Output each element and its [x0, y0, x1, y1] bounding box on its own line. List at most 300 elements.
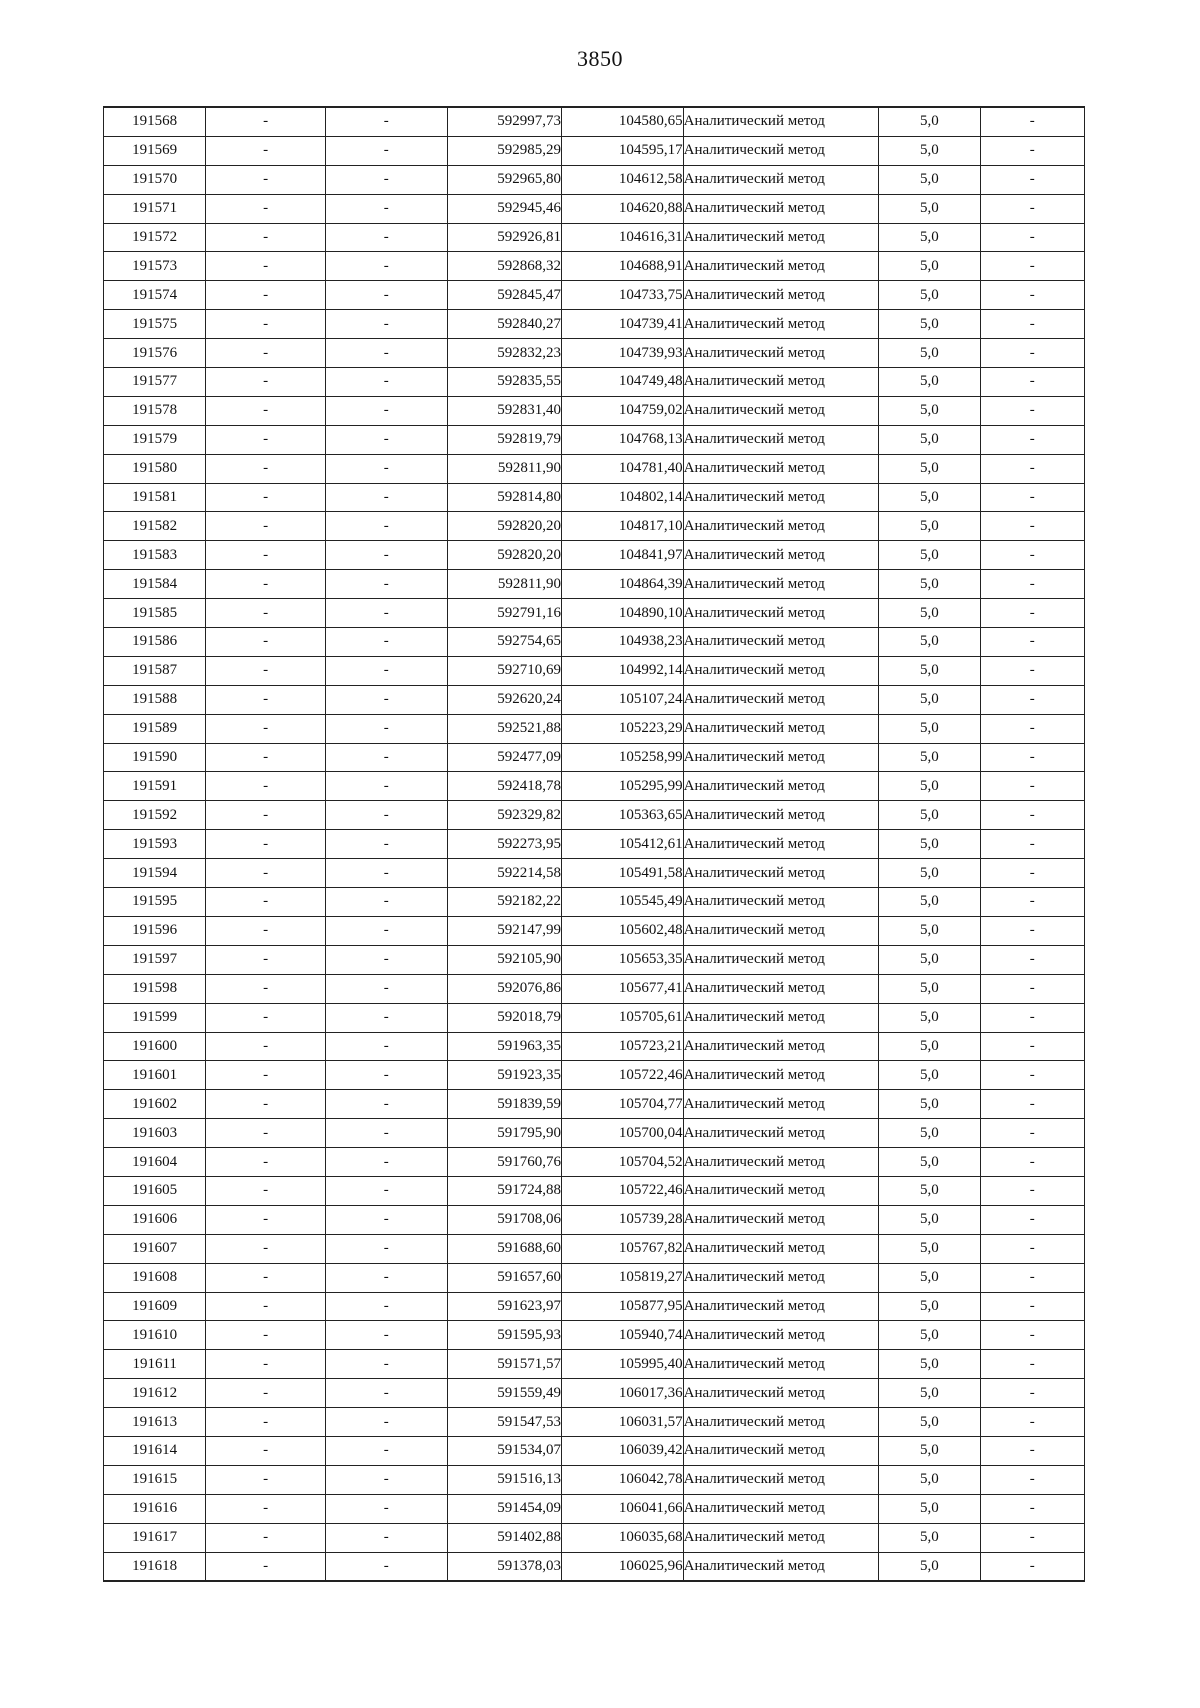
coordinate-x-cell: 592868,32: [447, 252, 562, 281]
point-number-cell: 191605: [104, 1176, 206, 1205]
coordinate-x-cell: 592840,27: [447, 310, 562, 339]
accuracy-cell: 5,0: [879, 512, 980, 541]
accuracy-cell: 5,0: [879, 1061, 980, 1090]
coordinate-y-cell: 105722,46: [562, 1061, 684, 1090]
coordinate-y-cell: 106017,36: [562, 1379, 684, 1408]
point-number-cell: 191592: [104, 801, 206, 830]
empty-value-cell: -: [980, 252, 1084, 281]
empty-value-cell: -: [206, 252, 326, 281]
table-row: [104, 1523, 1085, 1552]
empty-value-cell: -: [325, 1148, 447, 1177]
point-number-cell: 191590: [104, 743, 206, 772]
empty-value-cell: -: [206, 1234, 326, 1263]
coordinate-x-cell: 592819,79: [447, 425, 562, 454]
empty-value-cell: -: [206, 974, 326, 1003]
coordinate-x-cell: 592832,23: [447, 339, 562, 368]
empty-value-cell: -: [325, 1205, 447, 1234]
point-number-cell: 191589: [104, 714, 206, 743]
point-number-cell: 191578: [104, 396, 206, 425]
empty-value-cell: -: [325, 945, 447, 974]
empty-value-cell: -: [325, 396, 447, 425]
point-number-cell: 191587: [104, 656, 206, 685]
accuracy-cell: 5,0: [879, 368, 980, 397]
method-cell: Аналитический метод: [683, 1436, 879, 1465]
coordinate-x-cell: 591688,60: [447, 1234, 562, 1263]
empty-value-cell: -: [980, 1350, 1084, 1379]
coordinate-x-cell: 592814,80: [447, 483, 562, 512]
table-row: [104, 1408, 1085, 1437]
empty-value-cell: -: [325, 1176, 447, 1205]
empty-value-cell: -: [325, 628, 447, 657]
empty-value-cell: -: [980, 1321, 1084, 1350]
method-cell: Аналитический метод: [683, 1379, 879, 1408]
empty-value-cell: -: [206, 194, 326, 223]
point-number-cell: 191607: [104, 1234, 206, 1263]
empty-value-cell: -: [325, 1552, 447, 1581]
table-row: [104, 916, 1085, 945]
table-row: [104, 107, 1085, 136]
point-number-cell: 191618: [104, 1552, 206, 1581]
empty-value-cell: -: [206, 1436, 326, 1465]
coordinate-y-cell: 104739,41: [562, 310, 684, 339]
empty-value-cell: -: [325, 541, 447, 570]
accuracy-cell: 5,0: [879, 599, 980, 628]
coordinate-y-cell: 105940,74: [562, 1321, 684, 1350]
empty-value-cell: -: [206, 1003, 326, 1032]
method-cell: Аналитический метод: [683, 368, 879, 397]
table-row: [104, 1350, 1085, 1379]
point-number-cell: 191577: [104, 368, 206, 397]
point-number-cell: 191602: [104, 1090, 206, 1119]
page-number: 3850: [577, 46, 623, 71]
empty-value-cell: -: [325, 772, 447, 801]
empty-value-cell: -: [206, 1148, 326, 1177]
point-number-cell: 191574: [104, 281, 206, 310]
table-row: [104, 859, 1085, 888]
accuracy-cell: 5,0: [879, 483, 980, 512]
empty-value-cell: -: [980, 1379, 1084, 1408]
method-cell: Аналитический метод: [683, 916, 879, 945]
method-cell: Аналитический метод: [683, 165, 879, 194]
empty-value-cell: -: [325, 714, 447, 743]
coordinate-x-cell: 592477,09: [447, 743, 562, 772]
coordinate-y-cell: 105704,77: [562, 1090, 684, 1119]
empty-value-cell: -: [206, 1292, 326, 1321]
method-cell: Аналитический метод: [683, 1465, 879, 1494]
coordinate-y-cell: 104992,14: [562, 656, 684, 685]
point-number-cell: 191609: [104, 1292, 206, 1321]
method-cell: Аналитический метод: [683, 945, 879, 974]
empty-value-cell: -: [206, 628, 326, 657]
coordinate-y-cell: 105412,61: [562, 830, 684, 859]
coordinate-y-cell: 105722,46: [562, 1176, 684, 1205]
coordinate-y-cell: 104864,39: [562, 570, 684, 599]
empty-value-cell: -: [980, 714, 1084, 743]
accuracy-cell: 5,0: [879, 223, 980, 252]
empty-value-cell: -: [325, 1061, 447, 1090]
table-row: [104, 1552, 1085, 1581]
table-row: [104, 974, 1085, 1003]
coordinate-y-cell: 104620,88: [562, 194, 684, 223]
table-row: [104, 1321, 1085, 1350]
accuracy-cell: 5,0: [879, 1176, 980, 1205]
accuracy-cell: 5,0: [879, 1003, 980, 1032]
table-row: [104, 685, 1085, 714]
empty-value-cell: -: [325, 1263, 447, 1292]
empty-value-cell: -: [980, 396, 1084, 425]
empty-value-cell: -: [206, 396, 326, 425]
method-cell: Аналитический метод: [683, 1292, 879, 1321]
table-row: [104, 1234, 1085, 1263]
coordinate-y-cell: 106025,96: [562, 1552, 684, 1581]
point-number-cell: 191580: [104, 454, 206, 483]
accuracy-cell: 5,0: [879, 685, 980, 714]
empty-value-cell: -: [980, 281, 1084, 310]
empty-value-cell: -: [206, 1350, 326, 1379]
point-number-cell: 191581: [104, 483, 206, 512]
empty-value-cell: -: [980, 888, 1084, 917]
table-row: [104, 888, 1085, 917]
accuracy-cell: 5,0: [879, 1552, 980, 1581]
accuracy-cell: 5,0: [879, 165, 980, 194]
coordinate-x-cell: 592620,24: [447, 685, 562, 714]
point-number-cell: 191615: [104, 1465, 206, 1494]
method-cell: Аналитический метод: [683, 483, 879, 512]
method-cell: Аналитический метод: [683, 512, 879, 541]
accuracy-cell: 5,0: [879, 1292, 980, 1321]
coordinate-x-cell: 591724,88: [447, 1176, 562, 1205]
coordinate-x-cell: 591547,53: [447, 1408, 562, 1437]
empty-value-cell: -: [980, 1119, 1084, 1148]
coordinate-x-cell: 592997,73: [447, 107, 562, 136]
empty-value-cell: -: [980, 1148, 1084, 1177]
coordinate-x-cell: 591839,59: [447, 1090, 562, 1119]
method-cell: Аналитический метод: [683, 628, 879, 657]
method-cell: Аналитический метод: [683, 1494, 879, 1523]
empty-value-cell: -: [980, 628, 1084, 657]
empty-value-cell: -: [325, 1465, 447, 1494]
table-row: [104, 396, 1085, 425]
empty-value-cell: -: [206, 1061, 326, 1090]
table-row: [104, 1061, 1085, 1090]
method-cell: Аналитический метод: [683, 1523, 879, 1552]
empty-value-cell: -: [980, 1465, 1084, 1494]
point-number-cell: 191597: [104, 945, 206, 974]
table-body: [104, 107, 1085, 1581]
empty-value-cell: -: [325, 888, 447, 917]
method-cell: Аналитический метод: [683, 1263, 879, 1292]
coordinate-y-cell: 104739,93: [562, 339, 684, 368]
empty-value-cell: -: [206, 1552, 326, 1581]
method-cell: Аналитический метод: [683, 743, 879, 772]
coordinate-y-cell: 104580,65: [562, 107, 684, 136]
coordinate-y-cell: 104768,13: [562, 425, 684, 454]
empty-value-cell: -: [325, 685, 447, 714]
method-cell: Аналитический метод: [683, 1350, 879, 1379]
coordinate-x-cell: 591571,57: [447, 1350, 562, 1379]
table-row: [104, 223, 1085, 252]
empty-value-cell: -: [980, 165, 1084, 194]
method-cell: Аналитический метод: [683, 1003, 879, 1032]
point-number-cell: 191599: [104, 1003, 206, 1032]
table-row: [104, 1205, 1085, 1234]
empty-value-cell: -: [980, 223, 1084, 252]
table-row: [104, 1003, 1085, 1032]
table-row: [104, 512, 1085, 541]
table-row: [104, 801, 1085, 830]
empty-value-cell: -: [325, 339, 447, 368]
accuracy-cell: 5,0: [879, 1350, 980, 1379]
empty-value-cell: -: [325, 107, 447, 136]
empty-value-cell: -: [980, 425, 1084, 454]
coordinate-y-cell: 105705,61: [562, 1003, 684, 1032]
coordinate-y-cell: 105491,58: [562, 859, 684, 888]
coordinate-y-cell: 104612,58: [562, 165, 684, 194]
table-row: [104, 1465, 1085, 1494]
coordinate-x-cell: 591708,06: [447, 1205, 562, 1234]
empty-value-cell: -: [980, 801, 1084, 830]
empty-value-cell: -: [980, 1176, 1084, 1205]
empty-value-cell: -: [980, 1003, 1084, 1032]
point-number-cell: 191596: [104, 916, 206, 945]
point-number-cell: 191604: [104, 1148, 206, 1177]
table-row: [104, 483, 1085, 512]
accuracy-cell: 5,0: [879, 252, 980, 281]
empty-value-cell: -: [980, 194, 1084, 223]
empty-value-cell: -: [206, 570, 326, 599]
table-row: [104, 714, 1085, 743]
coordinate-y-cell: 106035,68: [562, 1523, 684, 1552]
coordinate-x-cell: 591595,93: [447, 1321, 562, 1350]
empty-value-cell: -: [325, 1408, 447, 1437]
point-number-cell: 191584: [104, 570, 206, 599]
coordinate-x-cell: 592945,46: [447, 194, 562, 223]
accuracy-cell: 5,0: [879, 1148, 980, 1177]
coordinate-y-cell: 104841,97: [562, 541, 684, 570]
coordinate-y-cell: 105700,04: [562, 1119, 684, 1148]
method-cell: Аналитический метод: [683, 656, 879, 685]
empty-value-cell: -: [980, 656, 1084, 685]
empty-value-cell: -: [325, 743, 447, 772]
accuracy-cell: 5,0: [879, 1494, 980, 1523]
coordinate-y-cell: 105223,29: [562, 714, 684, 743]
table-row: [104, 454, 1085, 483]
coordinate-x-cell: 592926,81: [447, 223, 562, 252]
coordinate-y-cell: 106041,66: [562, 1494, 684, 1523]
empty-value-cell: -: [206, 830, 326, 859]
method-cell: Аналитический метод: [683, 974, 879, 1003]
coordinates-table: [103, 106, 1085, 1582]
method-cell: Аналитический метод: [683, 1090, 879, 1119]
table-row: [104, 1119, 1085, 1148]
point-number-cell: 191586: [104, 628, 206, 657]
method-cell: Аналитический метод: [683, 136, 879, 165]
method-cell: Аналитический метод: [683, 1148, 879, 1177]
coordinate-y-cell: 105258,99: [562, 743, 684, 772]
accuracy-cell: 5,0: [879, 1523, 980, 1552]
accuracy-cell: 5,0: [879, 454, 980, 483]
method-cell: Аналитический метод: [683, 1321, 879, 1350]
empty-value-cell: -: [325, 512, 447, 541]
empty-value-cell: -: [206, 339, 326, 368]
point-number-cell: 191614: [104, 1436, 206, 1465]
accuracy-cell: 5,0: [879, 1379, 980, 1408]
accuracy-cell: 5,0: [879, 1205, 980, 1234]
empty-value-cell: -: [206, 916, 326, 945]
method-cell: Аналитический метод: [683, 194, 879, 223]
method-cell: Аналитический метод: [683, 281, 879, 310]
coordinate-y-cell: 105877,95: [562, 1292, 684, 1321]
empty-value-cell: -: [980, 339, 1084, 368]
point-number-cell: 191617: [104, 1523, 206, 1552]
coordinate-y-cell: 104688,91: [562, 252, 684, 281]
empty-value-cell: -: [206, 1523, 326, 1552]
table-row: [104, 743, 1085, 772]
coordinate-y-cell: 105295,99: [562, 772, 684, 801]
coordinate-y-cell: 105723,21: [562, 1032, 684, 1061]
empty-value-cell: -: [325, 599, 447, 628]
empty-value-cell: -: [325, 656, 447, 685]
point-number-cell: 191569: [104, 136, 206, 165]
table-row: [104, 1090, 1085, 1119]
coordinate-x-cell: 591378,03: [447, 1552, 562, 1581]
empty-value-cell: -: [325, 165, 447, 194]
accuracy-cell: 5,0: [879, 1436, 980, 1465]
empty-value-cell: -: [325, 223, 447, 252]
table-row: [104, 165, 1085, 194]
method-cell: Аналитический метод: [683, 859, 879, 888]
coordinate-y-cell: 105739,28: [562, 1205, 684, 1234]
coordinate-y-cell: 105602,48: [562, 916, 684, 945]
empty-value-cell: -: [206, 1090, 326, 1119]
coordinate-x-cell: 591402,88: [447, 1523, 562, 1552]
accuracy-cell: 5,0: [879, 425, 980, 454]
empty-value-cell: -: [206, 685, 326, 714]
empty-value-cell: -: [206, 512, 326, 541]
point-number-cell: 191585: [104, 599, 206, 628]
accuracy-cell: 5,0: [879, 1465, 980, 1494]
empty-value-cell: -: [325, 1003, 447, 1032]
empty-value-cell: -: [206, 1321, 326, 1350]
empty-value-cell: -: [980, 1032, 1084, 1061]
point-number-cell: 191588: [104, 685, 206, 714]
accuracy-cell: 5,0: [879, 859, 980, 888]
empty-value-cell: -: [325, 801, 447, 830]
accuracy-cell: 5,0: [879, 801, 980, 830]
point-number-cell: 191608: [104, 1263, 206, 1292]
empty-value-cell: -: [206, 945, 326, 974]
coordinate-y-cell: 105653,35: [562, 945, 684, 974]
table-row: [104, 1176, 1085, 1205]
method-cell: Аналитический метод: [683, 830, 879, 859]
empty-value-cell: -: [206, 1379, 326, 1408]
accuracy-cell: 5,0: [879, 1408, 980, 1437]
empty-value-cell: -: [980, 570, 1084, 599]
empty-value-cell: -: [325, 1090, 447, 1119]
coordinate-x-cell: 592521,88: [447, 714, 562, 743]
coordinate-x-cell: 591963,35: [447, 1032, 562, 1061]
empty-value-cell: -: [206, 107, 326, 136]
method-cell: Аналитический метод: [683, 107, 879, 136]
point-number-cell: 191575: [104, 310, 206, 339]
empty-value-cell: -: [206, 368, 326, 397]
accuracy-cell: 5,0: [879, 1321, 980, 1350]
point-number-cell: 191595: [104, 888, 206, 917]
point-number-cell: 191603: [104, 1119, 206, 1148]
coordinate-x-cell: 592754,65: [447, 628, 562, 657]
table-row: [104, 628, 1085, 657]
empty-value-cell: -: [980, 107, 1084, 136]
point-number-cell: 191576: [104, 339, 206, 368]
accuracy-cell: 5,0: [879, 830, 980, 859]
coordinate-x-cell: 592273,95: [447, 830, 562, 859]
method-cell: Аналитический метод: [683, 339, 879, 368]
empty-value-cell: -: [980, 541, 1084, 570]
coordinate-x-cell: 592845,47: [447, 281, 562, 310]
empty-value-cell: -: [980, 1292, 1084, 1321]
table-row: [104, 1436, 1085, 1465]
coordinate-x-cell: 592965,80: [447, 165, 562, 194]
accuracy-cell: 5,0: [879, 1119, 980, 1148]
accuracy-cell: 5,0: [879, 136, 980, 165]
point-number-cell: 191613: [104, 1408, 206, 1437]
coordinate-y-cell: 104781,40: [562, 454, 684, 483]
point-number-cell: 191600: [104, 1032, 206, 1061]
empty-value-cell: -: [325, 974, 447, 1003]
coordinate-y-cell: 104802,14: [562, 483, 684, 512]
empty-value-cell: -: [980, 1090, 1084, 1119]
empty-value-cell: -: [325, 916, 447, 945]
table-row: [104, 1032, 1085, 1061]
empty-value-cell: -: [206, 714, 326, 743]
table-row: [104, 425, 1085, 454]
table-row: [104, 281, 1085, 310]
method-cell: Аналитический метод: [683, 1234, 879, 1263]
accuracy-cell: 5,0: [879, 888, 980, 917]
empty-value-cell: -: [206, 483, 326, 512]
table-row: [104, 772, 1085, 801]
table-row: [104, 310, 1085, 339]
coordinate-x-cell: 591454,09: [447, 1494, 562, 1523]
empty-value-cell: -: [980, 772, 1084, 801]
point-number-cell: 191568: [104, 107, 206, 136]
empty-value-cell: -: [325, 252, 447, 281]
empty-value-cell: -: [325, 194, 447, 223]
empty-value-cell: -: [980, 1552, 1084, 1581]
empty-value-cell: -: [206, 772, 326, 801]
empty-value-cell: -: [206, 1032, 326, 1061]
coordinate-y-cell: 104749,48: [562, 368, 684, 397]
coordinate-x-cell: 592182,22: [447, 888, 562, 917]
accuracy-cell: 5,0: [879, 945, 980, 974]
point-number-cell: 191616: [104, 1494, 206, 1523]
method-cell: Аналитический метод: [683, 1032, 879, 1061]
method-cell: Аналитический метод: [683, 252, 879, 281]
point-number-cell: 191611: [104, 1350, 206, 1379]
coordinate-x-cell: 592105,90: [447, 945, 562, 974]
coordinate-x-cell: 592018,79: [447, 1003, 562, 1032]
coordinate-x-cell: 592791,16: [447, 599, 562, 628]
coordinate-x-cell: 592329,82: [447, 801, 562, 830]
coordinate-y-cell: 104616,31: [562, 223, 684, 252]
empty-value-cell: -: [325, 859, 447, 888]
point-number-cell: 191571: [104, 194, 206, 223]
empty-value-cell: -: [325, 136, 447, 165]
coordinate-x-cell: 591534,07: [447, 1436, 562, 1465]
coordinate-x-cell: 591516,13: [447, 1465, 562, 1494]
accuracy-cell: 5,0: [879, 916, 980, 945]
empty-value-cell: -: [325, 425, 447, 454]
